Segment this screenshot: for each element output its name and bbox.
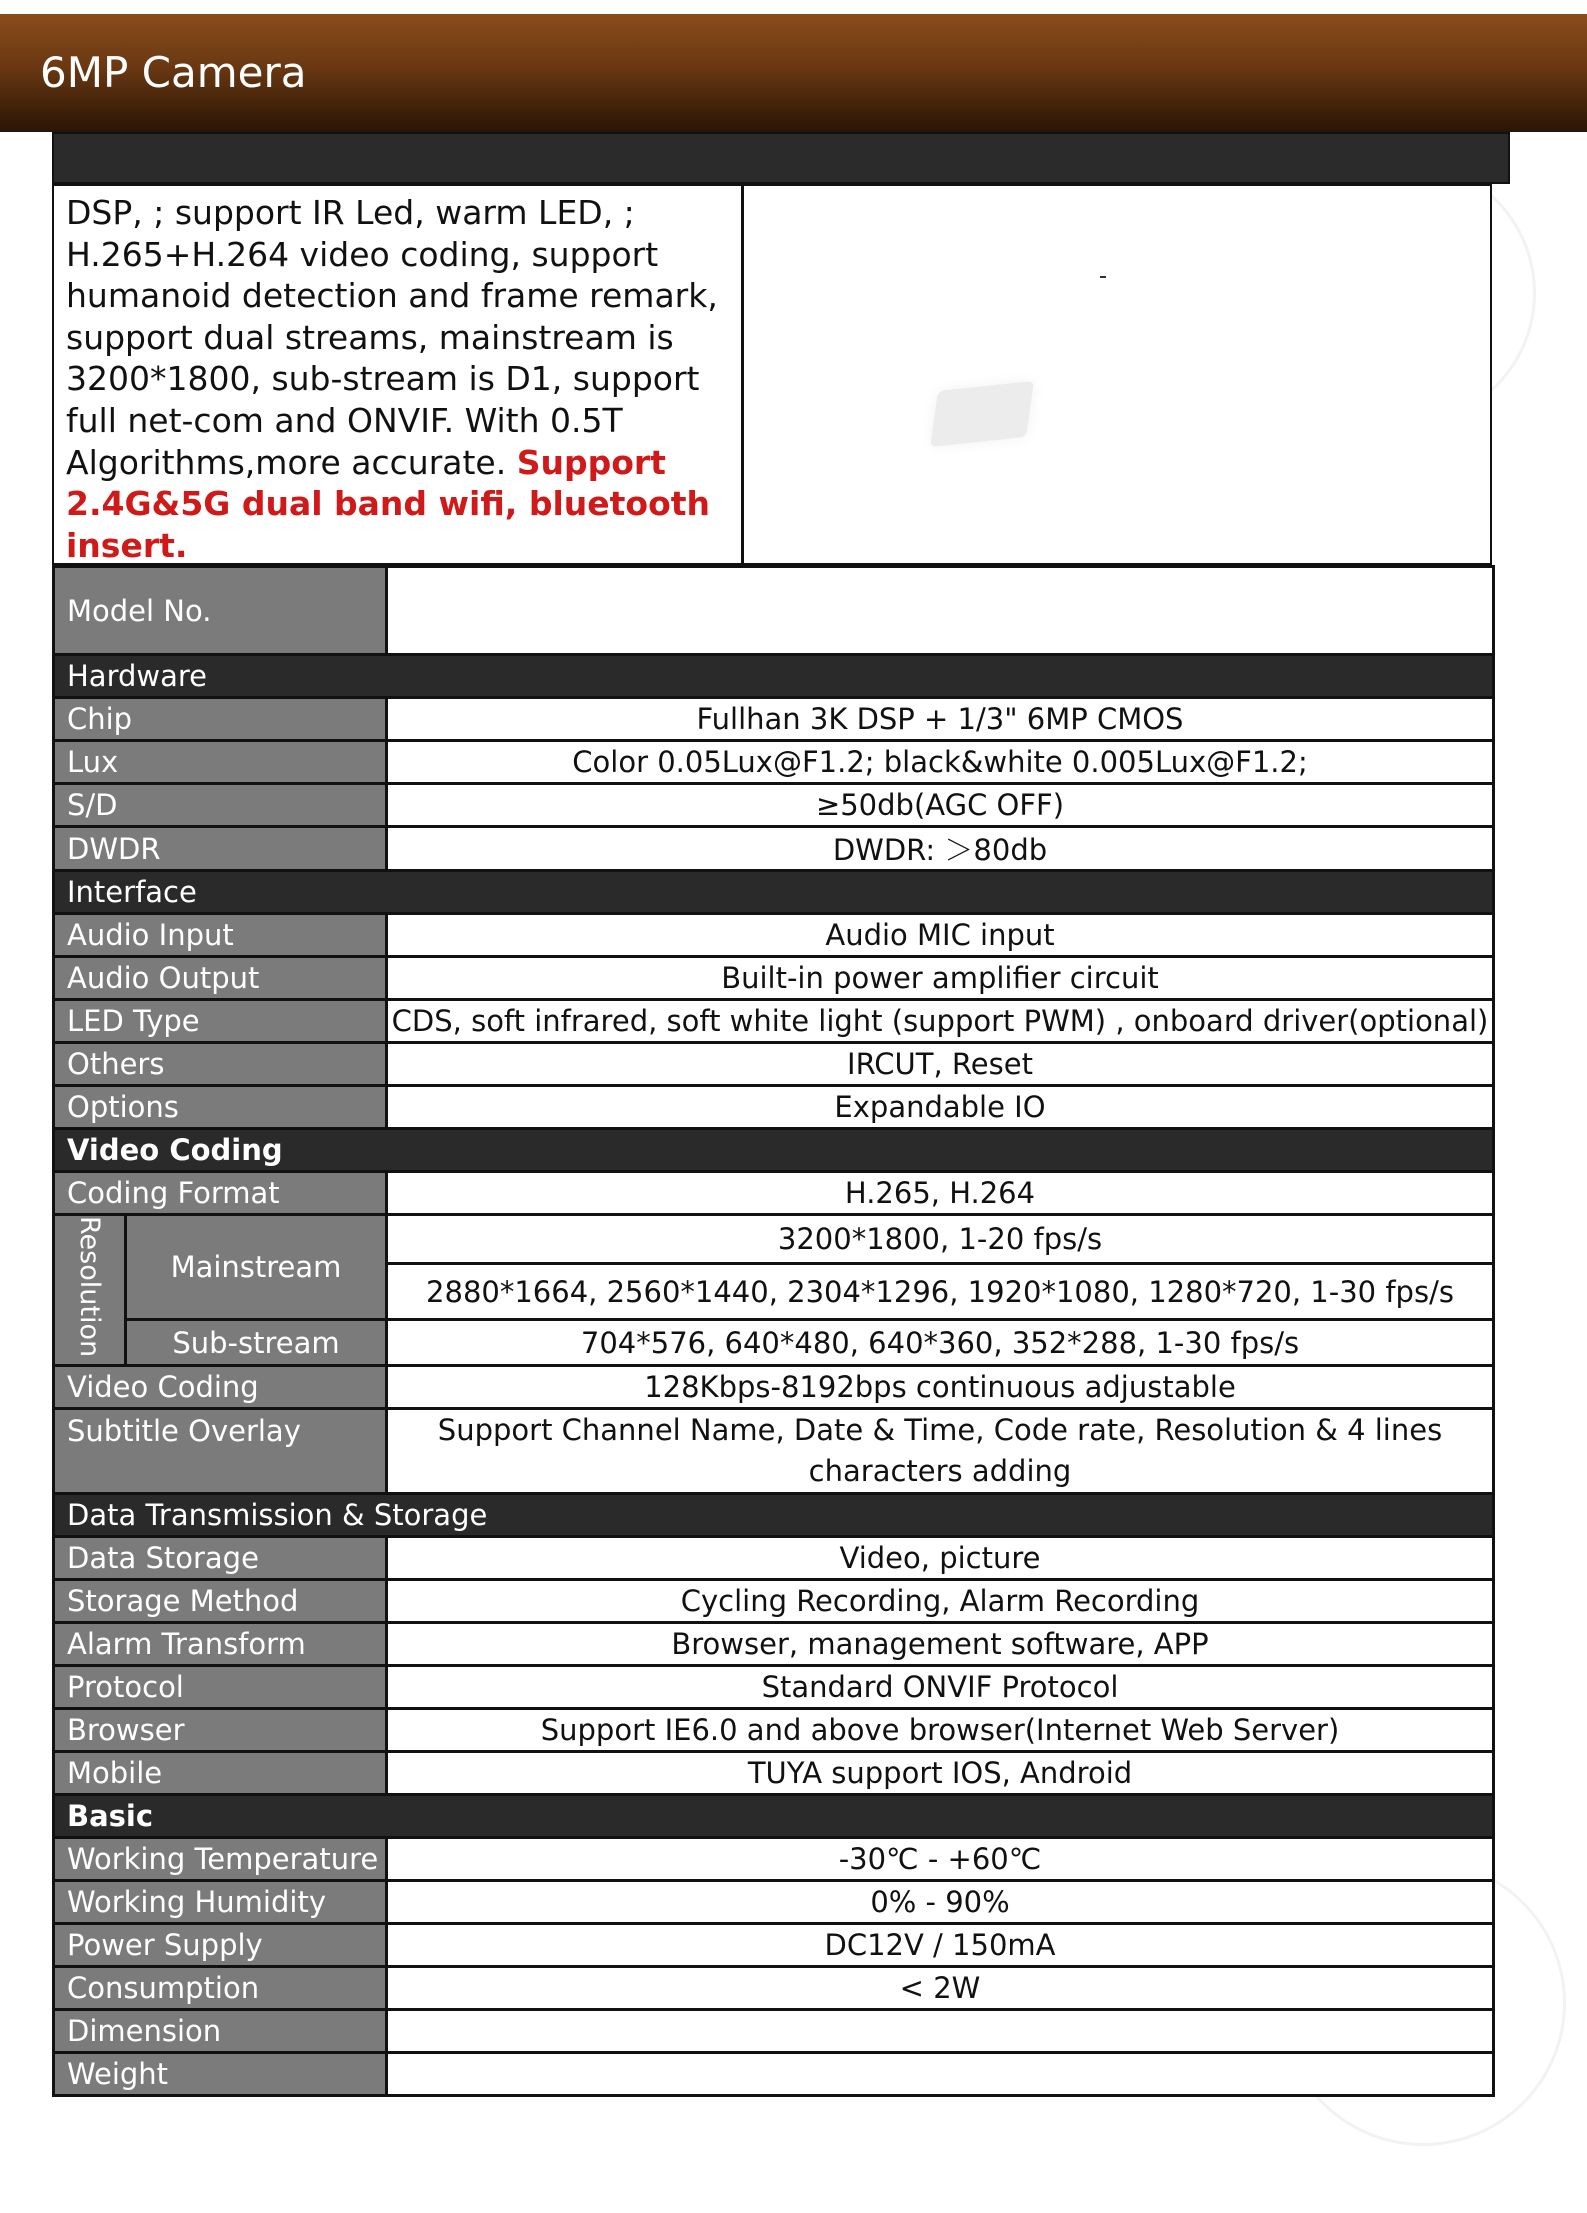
- consumption-value: < 2W: [387, 1967, 1494, 2010]
- spec-row: [54, 1086, 1494, 1129]
- spec-row: [54, 2053, 1494, 2096]
- working-humidity-value: 0% - 90%: [387, 1881, 1494, 1924]
- mobile-label: Mobile: [54, 1752, 387, 1795]
- spec-row: [54, 698, 1494, 741]
- storage-method-value: Cycling Recording, Alarm Recording: [387, 1580, 1494, 1623]
- section-row: [54, 655, 1494, 698]
- section-data: Data Transmission & Storage: [54, 1494, 1494, 1537]
- substream-value: 704*576, 640*480, 640*360, 352*288, 1-30 fps/s: [387, 1319, 1494, 1365]
- spec-row: [54, 1172, 1494, 1215]
- spec-row: [54, 914, 1494, 957]
- spec-row: [54, 1752, 1494, 1795]
- others-label: Others: [54, 1043, 387, 1086]
- section-video-coding: Video Coding: [54, 1129, 1494, 1172]
- spec-row: [54, 1666, 1494, 1709]
- spec-row: [54, 567, 1494, 655]
- spec-row: [54, 2010, 1494, 2053]
- spec-row: [54, 1623, 1494, 1666]
- spec-row: [54, 1409, 1494, 1494]
- mainstream-label: Mainstream: [126, 1215, 387, 1320]
- spec-row: [54, 1838, 1494, 1881]
- product-description: [54, 186, 744, 563]
- working-temperature-value: -30℃ - +60℃: [387, 1838, 1494, 1881]
- spec-row: [54, 1537, 1494, 1580]
- lux-value: Color 0.05Lux@F1.2; black&white 0.005Lux@F1.2;: [387, 741, 1494, 784]
- spec-row: [54, 1967, 1494, 2010]
- dimension-value: [387, 2010, 1494, 2053]
- coding-format-label: Coding Format: [54, 1172, 387, 1215]
- working-temperature-label: Working Temperature: [54, 1838, 387, 1881]
- led-type-value: CDS, soft infrared, soft white light (support PWM) , onboard driver(optional): [387, 1000, 1494, 1043]
- spec-row: [54, 1709, 1494, 1752]
- spec-row: [54, 1580, 1494, 1623]
- section-basic: Basic: [54, 1795, 1494, 1838]
- spec-table: [52, 565, 1495, 2097]
- page-header: [0, 14, 1587, 132]
- resolution-label: [54, 1215, 126, 1366]
- audio-output-label: Audio Output: [54, 957, 387, 1000]
- mobile-value: TUYA support IOS, Android: [387, 1752, 1494, 1795]
- spec-row: [54, 1319, 1494, 1365]
- chip-label: Chip: [54, 698, 387, 741]
- spec-row: [54, 957, 1494, 1000]
- led-type-label: LED Type: [54, 1000, 387, 1043]
- spec-row: [54, 741, 1494, 784]
- product-title-bar: [52, 132, 1510, 184]
- others-value: IRCUT, Reset: [387, 1043, 1494, 1086]
- power-supply-label: Power Supply: [54, 1924, 387, 1967]
- protocol-label: Protocol: [54, 1666, 387, 1709]
- coding-format-value: H.265, H.264: [387, 1172, 1494, 1215]
- section-hardware: Hardware: [54, 655, 1494, 698]
- spec-row: [54, 1000, 1494, 1043]
- substream-label: Sub-stream: [126, 1319, 387, 1365]
- spec-row: [54, 827, 1494, 871]
- product-image: [744, 186, 1490, 563]
- working-humidity-label: Working Humidity: [54, 1881, 387, 1924]
- product-intro: [52, 184, 1492, 565]
- mainstream-value-1: 3200*1800, 1-20 fps/s: [387, 1215, 1494, 1264]
- data-storage-label: Data Storage: [54, 1537, 387, 1580]
- spec-row: [54, 1924, 1494, 1967]
- description-highlight: Support 2.4G&5G dual band wifi, bluetooth insert.: [66, 442, 711, 565]
- section-interface: Interface: [54, 871, 1494, 914]
- sd-label: S/D: [54, 784, 387, 827]
- weight-label: Weight: [54, 2053, 387, 2096]
- alarm-transform-label: Alarm Transform: [54, 1623, 387, 1666]
- audio-input-label: Audio Input: [54, 914, 387, 957]
- model-value: [387, 567, 1494, 655]
- section-row: [54, 1494, 1494, 1537]
- model-label: Model No.: [54, 567, 387, 655]
- alarm-transform-value: Browser, management software, APP: [387, 1623, 1494, 1666]
- spec-row: [54, 784, 1494, 827]
- sd-value: ≥50db(AGC OFF): [387, 784, 1494, 827]
- power-supply-value: DC12V / 150mA: [387, 1924, 1494, 1967]
- section-row: [54, 1795, 1494, 1838]
- dimension-label: Dimension: [54, 2010, 387, 2053]
- mainstream-value-2: 2880*1664, 2560*1440, 2304*1296, 1920*1080, 1280*720, 1-30 fps/s: [387, 1264, 1494, 1320]
- browser-label: Browser: [54, 1709, 387, 1752]
- resolution-text: Resolution: [74, 1216, 105, 1358]
- data-storage-value: Video, picture: [387, 1537, 1494, 1580]
- storage-method-label: Storage Method: [54, 1580, 387, 1623]
- spec-row: [54, 1043, 1494, 1086]
- options-label: Options: [54, 1086, 387, 1129]
- spec-row: [54, 1366, 1494, 1409]
- subtitle-overlay-value: Support Channel Name, Date & Time, Code rate, Resolution & 4 lines characters adding: [387, 1409, 1494, 1494]
- section-row: [54, 1129, 1494, 1172]
- lux-label: Lux: [54, 741, 387, 784]
- browser-value: Support IE6.0 and above browser(Internet Web Server): [387, 1709, 1494, 1752]
- audio-input-value: Audio MIC input: [387, 914, 1494, 957]
- subtitle-overlay-label: Subtitle Overlay: [54, 1409, 387, 1494]
- options-value: Expandable IO: [387, 1086, 1494, 1129]
- section-row: [54, 871, 1494, 914]
- dwdr-label: DWDR: [54, 827, 387, 871]
- video-coding-value: 128Kbps-8192bps continuous adjustable: [387, 1366, 1494, 1409]
- spec-row: [54, 1881, 1494, 1924]
- weight-value: [387, 2053, 1494, 2096]
- consumption-label: Consumption: [54, 1967, 387, 2010]
- spec-row: [54, 1215, 1494, 1264]
- audio-output-value: Built-in power amplifier circuit: [387, 957, 1494, 1000]
- protocol-value: Standard ONVIF Protocol: [387, 1666, 1494, 1709]
- description-text: DSP, ; support IR Led, warm LED, ; H.265+H.264 video coding, support humanoid detection and frame remark, support dual streams, mainstream is 3200*1800, sub-stream is D1, support full net-com and ONVIF. With 0.5T Algorithms,more accurate.: [66, 193, 718, 482]
- chip-value: Fullhan 3K DSP + 1/3" 6MP CMOS: [387, 698, 1494, 741]
- page-title: 6MP Camera: [40, 48, 307, 97]
- camera-image-icon: [930, 381, 1034, 447]
- video-coding-label: Video Coding: [54, 1366, 387, 1409]
- dwdr-value: DWDR: ＞80db: [387, 827, 1494, 871]
- image-mark: [1100, 276, 1106, 278]
